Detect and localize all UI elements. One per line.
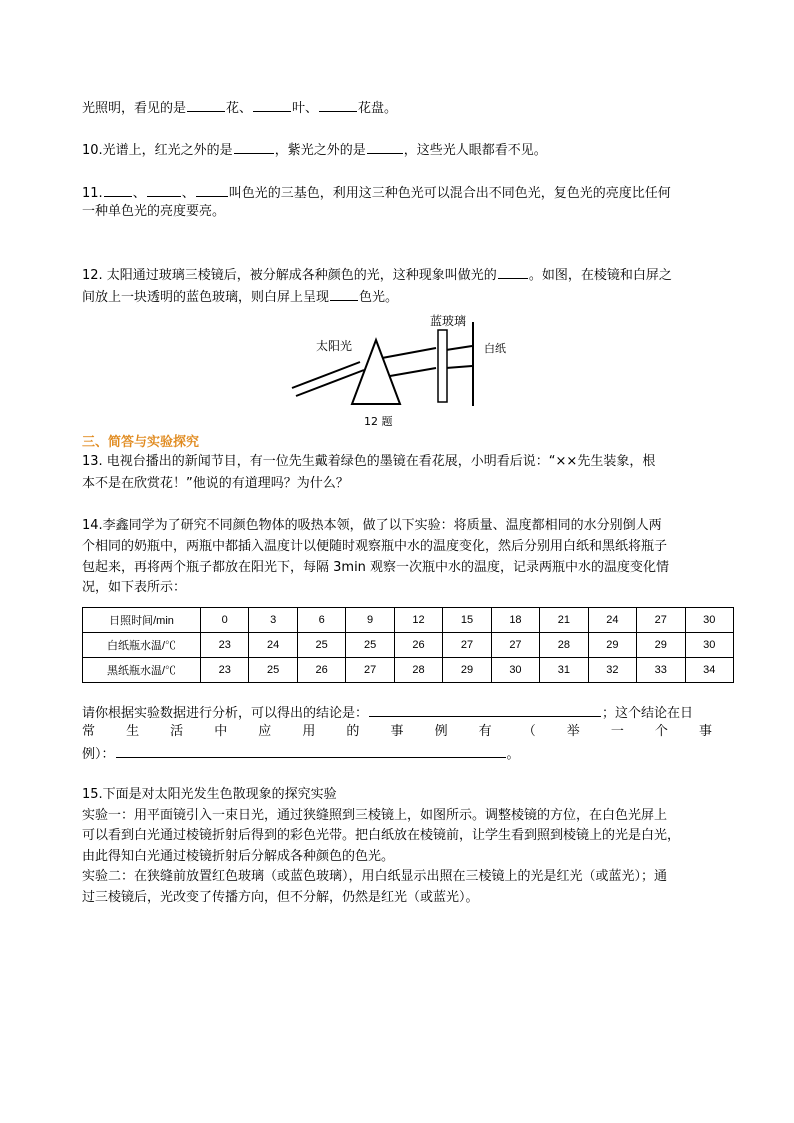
blank — [319, 97, 357, 112]
question-14-line1: 14.李鑫同学为了研究不同颜色物体的吸热本领，做了以下实验：将质量、温度都相同的水分别倒人两 — [82, 518, 662, 533]
answer-blank — [116, 743, 506, 758]
table-cell: 29 — [637, 633, 685, 658]
table-cell: 15 — [443, 608, 491, 633]
blank — [253, 97, 291, 112]
section-heading: 三、简答与实验探究 — [82, 435, 200, 450]
outgoing-beam — [446, 346, 472, 350]
table-cell: 30 — [685, 608, 733, 633]
question-15-line2: 实验一：用平面镜引入一束日光，通过狭缝照到三棱镜上，如图所示。调整棱镜的方位，在白色光屏上 — [82, 808, 668, 823]
table-cell: 12 — [394, 608, 442, 633]
blank — [104, 182, 132, 197]
question-14-line2: 个相同的奶瓶中，两瓶中都插入温度计以便随时观察瓶中水的温度变化，然后分别用白纸和黑纸将瓶子 — [82, 539, 668, 554]
table-cell: 32 — [588, 658, 636, 683]
q10-text: 10.光谱上，红光之外的是 — [82, 143, 233, 158]
table-cell: 26 — [394, 633, 442, 658]
question-12-line2 — [82, 286, 398, 307]
question-10 — [82, 139, 547, 160]
question-14-answer-line2: 常 生 活 中 应 用 的 事 例 有 （ 举 一 个 事 — [82, 724, 712, 739]
q12-text: 。如图，在棱镜和白屏之 — [528, 268, 672, 283]
q10-text: ，这些光人眼都看不见。 — [403, 143, 547, 158]
table-cell: 28 — [540, 633, 588, 658]
table-cell: 30 — [685, 633, 733, 658]
outgoing-beam — [382, 348, 436, 358]
table-cell: 24 — [588, 608, 636, 633]
blank — [196, 182, 228, 197]
q9-text: 花盘。 — [358, 101, 398, 116]
table-cell: 24 — [249, 633, 297, 658]
outgoing-beam — [390, 368, 436, 376]
table-cell: 18 — [491, 608, 539, 633]
table-cell: 34 — [685, 658, 733, 683]
question-11-line2: 一种单色光的亮度要亮。 — [82, 204, 226, 219]
table-cell: 29 — [443, 658, 491, 683]
row-header: 日照时间/min — [83, 608, 201, 633]
table-cell: 23 — [201, 633, 249, 658]
question-14-line4: 况，如下表所示： — [82, 580, 187, 595]
question-12 — [82, 264, 672, 285]
table-cell: 27 — [491, 633, 539, 658]
blue-glass-plate — [438, 330, 447, 402]
q11-text: 11. — [82, 186, 103, 201]
table-cell: 0 — [201, 608, 249, 633]
table-cell: 25 — [346, 633, 394, 658]
question-15-line1: 15.下面是对太阳光发生色散现象的探究实验 — [82, 787, 337, 802]
temperature-table — [82, 607, 734, 683]
figure-label-sun: 太阳光 — [316, 339, 353, 353]
figure-label-blue-glass: 蓝玻璃 — [430, 314, 467, 328]
blank — [187, 97, 225, 112]
question-15-line6: 过三棱镜后，光改变了传播方向，但不分解，仍然是红光（或蓝光）。 — [82, 890, 479, 905]
figure-label-screen: 白纸 — [484, 342, 506, 355]
table-cell: 23 — [201, 658, 249, 683]
table-cell: 6 — [297, 608, 345, 633]
q9-text: 叶、 — [292, 101, 319, 116]
q12-text: 色光。 — [359, 290, 399, 305]
table-cell: 26 — [297, 658, 345, 683]
question-15-line3: 可以看到白光通过棱镜折射后得到的彩色光带。把白纸放在棱镜前，让学生看到照到棱镜上的光是白光， — [82, 828, 681, 843]
figure-caption: 12 题 — [364, 415, 393, 428]
table-cell: 27 — [443, 633, 491, 658]
q10-text: ，紫光之外的是 — [274, 143, 366, 158]
question-15-line5: 实验二：在狭缝前放置红色玻璃（或蓝色玻璃），用白纸显示出照在三棱镜上的光是红光（或蓝光）；通 — [82, 869, 668, 884]
table-cell: 31 — [540, 658, 588, 683]
q14-text: ；这个结论在日 — [602, 706, 694, 721]
q11-text: 、 — [132, 186, 146, 201]
table-cell: 25 — [297, 633, 345, 658]
table-cell: 21 — [540, 608, 588, 633]
q14-text: 例）： — [82, 747, 115, 762]
blank — [234, 139, 274, 154]
question-14-line3: 包起来，再将两个瓶子都放在阳光下，每隔 3min 观察一次瓶中水的温度，记录两瓶中水的温度变化情 — [82, 560, 670, 575]
question-13-line1: 13. 电视台播出的新闻节目，有一位先生戴着绿色的墨镜在看花展，小明看后说：“××先生装象，根 — [82, 454, 656, 469]
table-row — [83, 633, 734, 658]
question-14-answer-line3 — [82, 743, 520, 764]
q14-text: 请你根据实验数据进行分析，可以得出的结论是： — [82, 706, 369, 721]
answer-blank — [369, 702, 601, 717]
table-cell: 25 — [249, 658, 297, 683]
blank — [330, 286, 358, 301]
table-cell: 9 — [346, 608, 394, 633]
table-cell: 27 — [346, 658, 394, 683]
q12-text: 间放上一块透明的蓝色玻璃，则白屏上呈现 — [82, 290, 330, 305]
question-15-line4: 由此得知白光通过棱镜折射后分解成各种颜色的色光。 — [82, 849, 395, 864]
blank — [147, 182, 181, 197]
table-row — [83, 608, 734, 633]
question-9-tail — [82, 97, 397, 118]
row-header: 黑纸瓶水温/℃ — [83, 658, 201, 683]
table-cell: 28 — [394, 658, 442, 683]
q14-text: 。 — [506, 747, 520, 762]
q11-text: 叫色光的三基色，利用这三种色光可以混合出不同色光，复色光的亮度比任何 — [228, 186, 671, 201]
table-cell: 29 — [588, 633, 636, 658]
blank — [367, 139, 403, 154]
table-cell: 33 — [637, 658, 685, 683]
outgoing-beam — [446, 366, 472, 368]
question-11 — [82, 182, 671, 203]
q11-text: 、 — [181, 186, 195, 201]
table-cell: 3 — [249, 608, 297, 633]
question-13-line2: 本不是在欣赏花！”他说的有道理吗？为什么？ — [82, 476, 349, 491]
question-14-answer-line1 — [82, 702, 693, 723]
table-row — [83, 658, 734, 683]
prism-diagram — [286, 310, 516, 430]
q12-text: 12. 太阳通过玻璃三棱镜后，被分解成各种颜色的光，这种现象叫做光的 — [82, 268, 497, 283]
table-cell: 30 — [491, 658, 539, 683]
q9-text: 花、 — [226, 101, 253, 116]
blank — [498, 264, 528, 279]
table-cell: 27 — [637, 608, 685, 633]
q9-prefix: 光照明，看见的是 — [82, 101, 187, 116]
row-header: 白纸瓶水温/℃ — [83, 633, 201, 658]
